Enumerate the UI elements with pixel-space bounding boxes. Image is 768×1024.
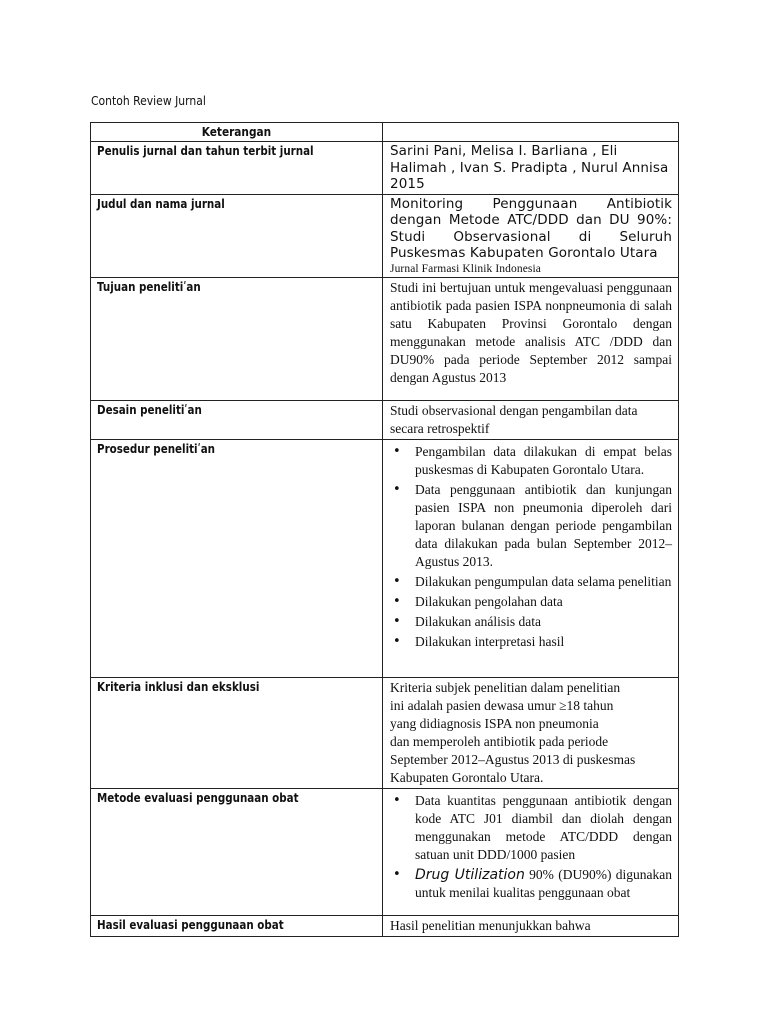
row-penulis bbox=[91, 142, 679, 195]
judul-line-3: Studi Observasional di Seluruh bbox=[390, 228, 672, 245]
list-item: • Dilakukan análisis data bbox=[415, 613, 672, 631]
value-kriteria bbox=[383, 677, 679, 788]
list-item bbox=[415, 866, 672, 902]
penulis-line-3: 2015 bbox=[390, 176, 425, 192]
penulis-line-2: Halimah , Ivan S. Pradipta , Nurul Annisa bbox=[390, 159, 669, 176]
label-tujuan: Tujuan penelitiʹan bbox=[91, 277, 383, 400]
list-item: • Dilakukan pengolahan data bbox=[415, 593, 672, 611]
row-prosedur bbox=[91, 439, 679, 677]
kriteria-line-5: September 2012–Agustus 2013 di puskesmas bbox=[390, 751, 636, 767]
row-hasil bbox=[91, 915, 679, 936]
row-metode bbox=[91, 788, 679, 915]
label-prosedur: Prosedur penelitiʹan bbox=[91, 439, 383, 677]
value-tujuan bbox=[383, 277, 679, 400]
review-table bbox=[90, 122, 679, 937]
label-kriteria: Kriteria inklusi dan eksklusi bbox=[91, 677, 383, 788]
value-judul bbox=[383, 194, 679, 277]
kriteria-line-4: dan memperoleh antibiotik pada periode bbox=[390, 733, 609, 749]
judul-line-4: Puskesmas Kabupaten Gorontalo Utara bbox=[390, 245, 658, 261]
penulis-line-1: Sarini Pani, Melisa I. Barliana , Eli bbox=[390, 143, 618, 159]
metode-list bbox=[390, 792, 672, 902]
kriteria-line-1: Kriteria subjek penelitian dalam penelitian bbox=[390, 679, 621, 695]
kriteria-line-2: ini adalah pasien dewasa umur ≥18 tahun bbox=[390, 697, 614, 713]
header-empty bbox=[383, 123, 679, 142]
header-keterangan: Keterangan bbox=[91, 123, 383, 142]
journal-name: Jurnal Farmasi Klinik Indonesia bbox=[390, 262, 541, 275]
judul-line-2: dengan Metode ATC/DDD dan DU 90%: bbox=[390, 212, 672, 228]
kriteria-line-3: yang didiagnosis ISPA non pneumonia bbox=[390, 715, 599, 731]
tujuan-text: Studi ini bertujuan untuk mengevaluasi penggunaan antibiotik pada pasien ISPA nonpneumonia di salah satu Kabupaten Provinsi Gorontalo dengan menggunakan metode analisis ATC /DDD dan DU90% pada periode September 2012 sampai dengan Agustus 2013 bbox=[390, 279, 672, 385]
drug-utilization-term: Drug Utilization bbox=[415, 866, 525, 883]
hasil-text: Hasil penelitian menunjukkan bahwa bbox=[390, 917, 591, 933]
desain-text: Studi observasional dengan pengambilan data secara retrospektif bbox=[390, 402, 638, 436]
kriteria-line-6: Kabupaten Gorontalo Utara. bbox=[390, 769, 544, 785]
drug-utilization-text: 90% (DU90%) digunakan untuk menilai kualitas penggunaan obat bbox=[415, 866, 672, 900]
page-heading: Contoh Review Jurnal bbox=[91, 94, 206, 108]
list-item: • Data penggunaan antibiotik dan kunjungan pasien ISPA non pneumonia diperoleh dari laporan bulanan dengan periode pengambilan data dilakukan pada bulan September 2012– Agustus 2013. bbox=[415, 481, 672, 571]
table-header-row bbox=[91, 123, 679, 142]
row-tujuan bbox=[91, 277, 679, 400]
list-item: • Dilakukan interpretasi hasil bbox=[415, 633, 672, 651]
value-prosedur bbox=[383, 439, 679, 677]
label-metode: Metode evaluasi penggunaan obat bbox=[91, 788, 383, 915]
label-penulis: Penulis jurnal dan tahun terbit jurnal bbox=[91, 142, 383, 195]
judul-line-1: Monitoring Penggunaan Antibiotik bbox=[390, 195, 672, 212]
list-item: • Data kuantitas penggunaan antibiotik dengan kode ATC J01 diambil dan diolah dengan menggunakan metode ATC/DDD dengan satuan unit DDD/1000 pasien bbox=[415, 792, 672, 864]
label-desain: Desain penelitiʹan bbox=[91, 400, 383, 439]
list-item: • Pengambilan data dilakukan di empat belas puskesmas di Kabupaten Gorontalo Utara. bbox=[415, 443, 672, 479]
prosedur-list bbox=[390, 443, 672, 651]
row-kriteria bbox=[91, 677, 679, 788]
value-metode bbox=[383, 788, 679, 915]
row-desain bbox=[91, 400, 679, 439]
label-hasil: Hasil evaluasi penggunaan obat bbox=[91, 915, 383, 936]
row-judul bbox=[91, 194, 679, 277]
value-penulis bbox=[383, 142, 679, 195]
label-judul: Judul dan nama jurnal bbox=[91, 194, 383, 277]
list-item: • Dilakukan pengumpulan data selama penelitian bbox=[415, 573, 672, 591]
value-hasil bbox=[383, 915, 679, 936]
value-desain bbox=[383, 400, 679, 439]
